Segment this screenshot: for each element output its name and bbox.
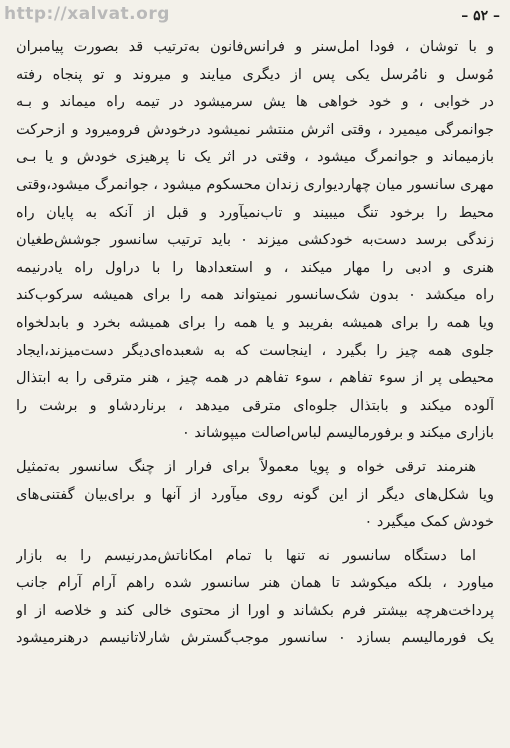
text-line: بازمیماند و جوانمرگ میشود ، وقتی در اثر یک نا پرهیزی خودش و یا بـی bbox=[16, 149, 494, 166]
text-line: مهری سانسور میان چهاردیواری زندان محسکوم میشود ، جوانمرگ میشود،وقتی bbox=[16, 176, 494, 193]
text-line: آلوده میکند و بابتذال جلوه‌ای مترقی میدهد ، برنارد‌شاو و برشت را bbox=[16, 397, 494, 414]
text-line: اما دستگاه سانسور نه تنها با تمام امکاناتش‌مدرنیسم را به بازار bbox=[16, 547, 476, 564]
text-line: جوانمرگی میمیرد ، وقتی اثرش منتشر نمیشود درخودش فرومیرود و ازحرکت bbox=[16, 121, 494, 138]
watermark-url: http://xalvat.org bbox=[4, 4, 170, 24]
page-number: – ۵۲ – bbox=[461, 8, 500, 24]
text-line: میاورد ، بلکه میکوشد تا همان هنر سانسور شده راهم آرام آرام جانب bbox=[16, 575, 494, 592]
text-line: محیط را برخود تنگ میبیند و تاب‌نمیآورد و قبل از آنکه به پایان راه bbox=[16, 204, 494, 221]
text-line: یک فورمالیسم بسازد ٠ سانسور موجب‌گسترش شارلاتانیسم درهنرمیشود bbox=[16, 630, 494, 647]
text-line: در خوابی ، و خود خواهی ها یش سرمیشود در تیمه راه میماند و بـه bbox=[16, 94, 494, 111]
text-line: ویا همه را برای همیشه بفریبد و یا همه را برای همیشه بخرد و بابدلخواه bbox=[16, 314, 494, 331]
text-line: جلوی همه چیز را بگیرد ، اینجاست که به شعبده‌ای‌دیگر دست‌میزند،ایجاد bbox=[16, 342, 494, 359]
text-line: بازاری میکند و برفورمالیسم لباس‌اصالت میپوشاند ٠ bbox=[182, 425, 494, 442]
text-line: مُوسل و نامُرسل یکی پس از دیگری میایند و میروند و تو پنجاه رفته bbox=[16, 66, 494, 83]
text-line: راه میکشد ٠ بدون شک‌سانسور نمیتواند همه را برای همیشه سرکوب‌کند bbox=[16, 287, 494, 304]
paragraph-1 bbox=[16, 34, 494, 448]
text-line: ویا شکل‌های دیگر از این گونه روی میآورد از آنها و برای‌بیان گفتنی‌های bbox=[16, 486, 494, 503]
text-line: پرداخت‌هرچه بیشتر فرم بکشاند و اورا از محتوی خالی کند و خلاصه از او bbox=[16, 602, 494, 619]
text-line: هنرمند ترقی خواه و پویا معمولاً برای فرار از چنگ سانسور به‌تمثیل bbox=[16, 458, 476, 475]
paragraph-3 bbox=[16, 543, 494, 653]
page-body bbox=[16, 34, 494, 653]
text-line: هنری و ادبی را مهار میکند ، و استعدادها را با دراول راه یادرنیمه bbox=[16, 259, 494, 276]
text-line: محیطی پر از سوء تفاهم ، سوء تفاهم در همه چیز ، هنر مترقی را به ابتذال bbox=[16, 370, 494, 387]
text-line: و با توشان ، فودا امل‌سنر و فرانس‌فانون به‌ترتیب قد بصورت پیامبران bbox=[16, 39, 494, 55]
paragraph-2 bbox=[16, 454, 494, 537]
text-line: خودش کمک میگیرد ٠ bbox=[364, 514, 494, 531]
text-line: زندگی برسد دست‌به خودکشی میزند ٠ باید ترتیب سانسور جوشش‌طغیان bbox=[16, 232, 494, 249]
